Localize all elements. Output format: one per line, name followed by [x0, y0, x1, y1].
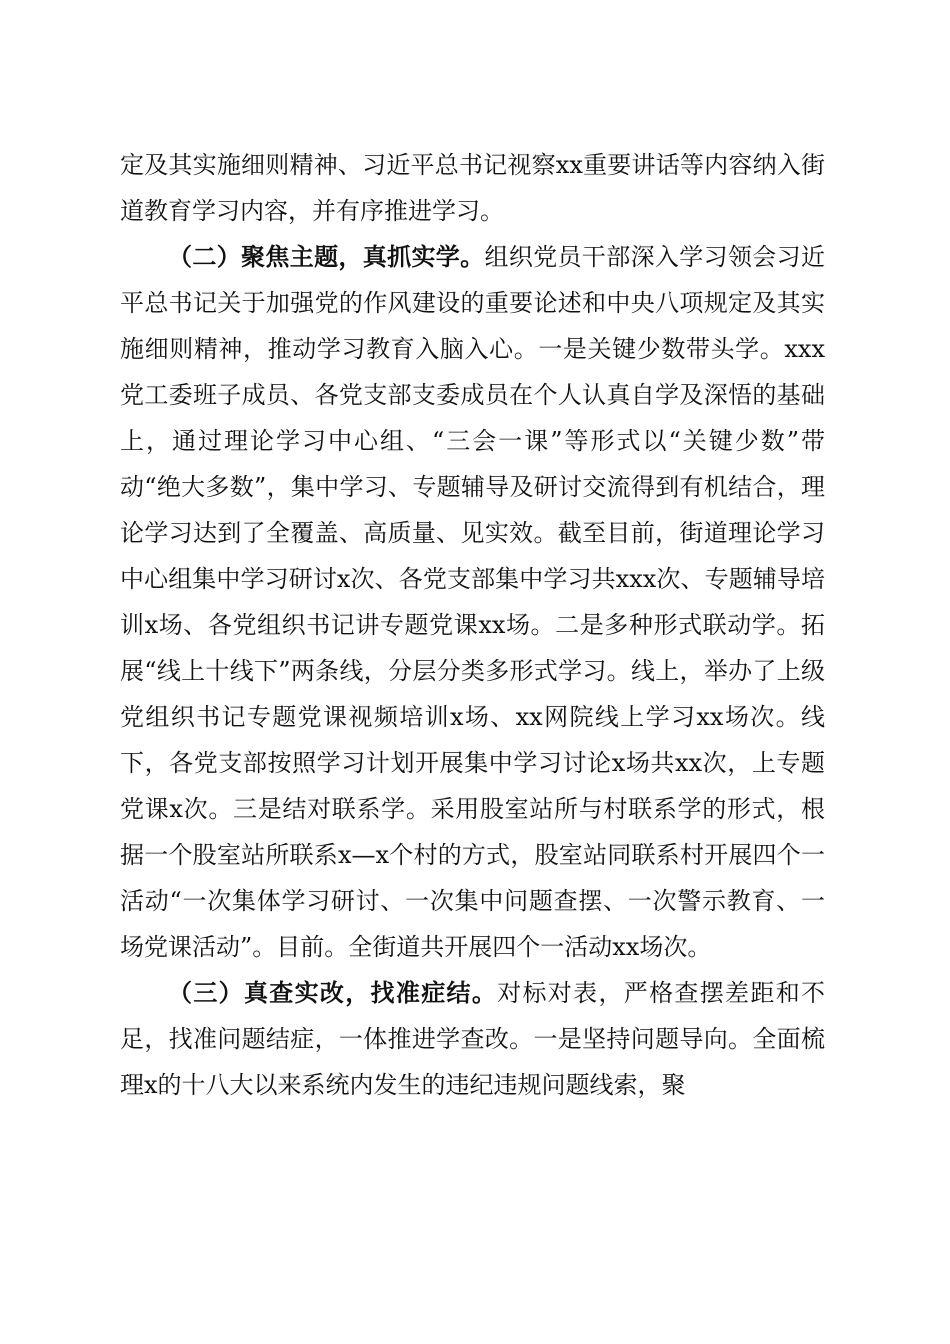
section-two-text: 组织党员干部深入学习领会习近平总书记关于加强党的作风建设的重要论述和中央八项规定及其实施细则精神，推动学习教育入脑入心。一是关键少数带头学。xxx党工委班子成员、各党支部支委成员在个人认真自学及深悟的基础上，通过理论学习中心组、“三会一课”等形式以“关键少数”带动“绝大多数”，集中学习、专题辅导及研讨交流得到有机结合，理论学习达到了全覆盖、高质量、见实效。截至目前，街道理论学习中心组集中学习研讨x次、各党支部集中学习共xxx次、专题辅导培训x场、各党组织书记讲专题党课xx场。二是多种形式联动学。拓展“线上十线下”两条线，分层分类多形式学习。线上，举办了上级党组织书记专题党课视频培训x场、xx网院线上学习xx场次。线下，各党支部按照学习计划开展集中学习讨论x场共xx次，上专题党课x次。三是结对联系学。采用股室站所与村联系学的形式，根据一个股室站所联系x—x个村的方式，股室站同联系村开展四个一活动“一次集体学习研讨、一次集中问题查摆、一次警示教育、一场党课活动”。目前。全街道共开展四个一活动xx场次。 [120, 243, 825, 961]
paragraph-1-text: 定及其实施细则精神、习近平总书记视察xx重要讲话等内容纳入街道教育学习内容，并有序推进学习。 [120, 151, 825, 225]
section-three-text: 对标对表，严格查摆差距和不足，找准问题结症，一体推进学查改。一是坚持问题导向。全面梳理x的十八大以来系统内发生的违纪违规问题线索，聚 [120, 979, 826, 1099]
section-three-heading: （三）真查实改，找准症结。 [168, 979, 498, 1007]
section-two-heading: （二）聚焦主题，真抓实学。 [168, 243, 485, 271]
paragraph-continuation [120, 142, 825, 234]
document-body [120, 142, 825, 1108]
paragraph-section-three [120, 970, 825, 1108]
paragraph-section-two [120, 234, 825, 970]
